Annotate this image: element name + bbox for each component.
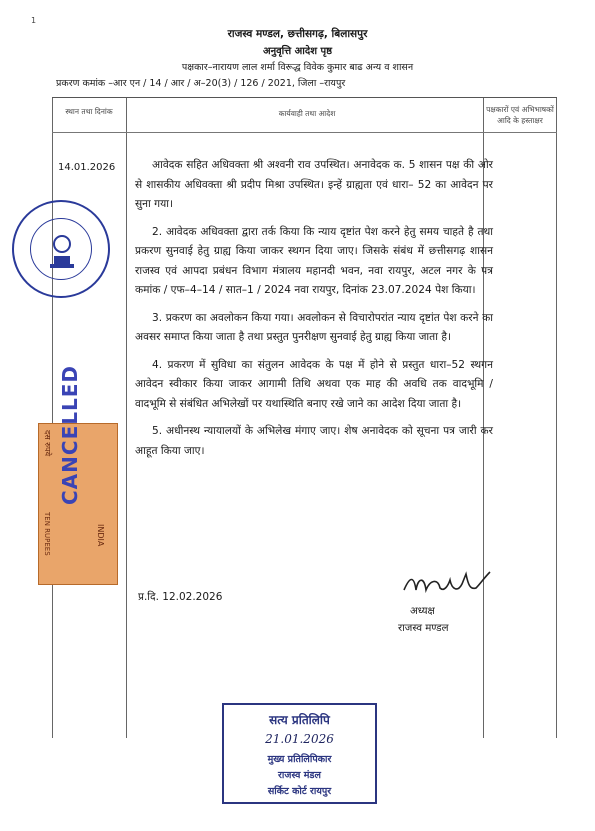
next-hearing-date: प्र.दि. 12.02.2026 [138,591,223,603]
signatory-office: राजस्व मण्डल [398,623,449,634]
emblem-icon [44,226,80,272]
column-header-place-date: स्थान तथा दिनांक [65,107,113,116]
header-order-sheet-title: अनुवृत्ति आदेश पृष्ठ [262,46,333,57]
cancelled-overprint: CANCELLED [58,365,82,505]
certified-copy-stamp [222,703,377,804]
court-seal [12,200,110,298]
order-paragraph-4: 4. प्रकरण में सुविधा का संतुलन आवेदक के पक्ष में होने से प्रस्तुत धारा–52 स्थगन आवेदन स्वीकार किया जाकर आगामी तिथि अथवा एक माह की अवधि तक वादभूमि / वादभूमि से संबंधित अभिलेखों पर यथास्थिति बनाए रखे जाने का आदेश दिया जाता है। [135,358,493,410]
order-paragraph-1: आवेदक सहित अधिवक्ता श्री अश्वनी राव उपस्थित। अनावेदक क. 5 शासन पक्ष की ओर से शासकीय अधिवक्ता श्री प्रदीप मिश्रा उपस्थित। इन्हें ग्राह्यता एवं धारा– 52 का आवेदन पर सुना गया। [135,159,493,210]
column-header-proceedings: कार्यवाही तथा आदेश [278,109,336,118]
certified-copy-heading: सत्य प्रतिलिपि [269,713,330,727]
column-header-signatures: पक्षकारों एवं अभिभाषकों आदि के हस्ताक्षर [486,105,554,125]
header-parties: पक्षकार–नारायण लाल शर्मा विरूद्ध विवेक कुमार बाढ अन्य व शासन [181,62,414,73]
stamp-country: INDIA [96,524,105,547]
certified-copy-date: 21.01.2026 [265,732,334,746]
signatory-title: अध्यक्ष [410,606,435,617]
table-header-rule [52,132,557,133]
certified-copy-officer: मुख्य प्रतिलिपिकार [267,754,332,765]
header-court-name: राजस्व मण्डल, छत्तीसगढ़, बिलासपुर [227,28,368,40]
certified-copy-office: राजस्व मंडल [278,770,321,781]
handwritten-signature [400,566,495,600]
stamp-value-hindi: दस रुपये [43,430,52,457]
table-divider-1 [126,98,127,738]
table-border-left [52,98,53,738]
order-paragraph-2: 2. आवेदक अधिवक्ता द्वारा तर्क किया कि न्याय दृष्टांत पेश करने हेतु समय चाहते है तथा प्रकरण सुनवाई हेतु ग्राह्य किया जाकर स्थगन दिया जाए। जिसके संबंध में छत्तीसगढ़ शासन राजस्व एवं आपदा प्रबंधन विभाग मंत्रालय महानदी भवन, नवा रायपुर, अटल नगर के पत्र कमांक / एफ–4–14 / सात–1 / 2024 नवा रायपुर, दिनांक 23.07.2024 पेश किया। [135,225,493,296]
certified-copy-location: सर्किट कोर्ट रायपुर [267,786,332,797]
entry-date: 14.01.2026 [58,162,116,173]
page-corner-mark: 1 [31,16,37,25]
table-border-right [556,98,557,738]
header-case-number: प्रकरण कमांक –आर एन / 14 / आर / अ–20(3) / 126 / 2021, जिला –रायपुर [56,78,346,89]
order-paragraph-3: 3. प्रकरण का अवलोकन किया गया। अवलोकन से विचारोपरांत न्याय दृष्टांत पेश करने का अवसर समाप्त किया जाता है तथा प्रस्तुत पुनरीक्षण सुनवाई हेतु ग्राह्य किया जाता है। [135,311,493,343]
stamp-value-english: TEN RUPEES [43,512,51,556]
order-body [135,156,493,469]
order-paragraph-5: 5. अधीनस्थ न्यायालयों के अभिलेख मंगाए जाए। शेष अनावेदक को सूचना पत्र जारी कर आहूत किया जाए। [135,425,493,457]
